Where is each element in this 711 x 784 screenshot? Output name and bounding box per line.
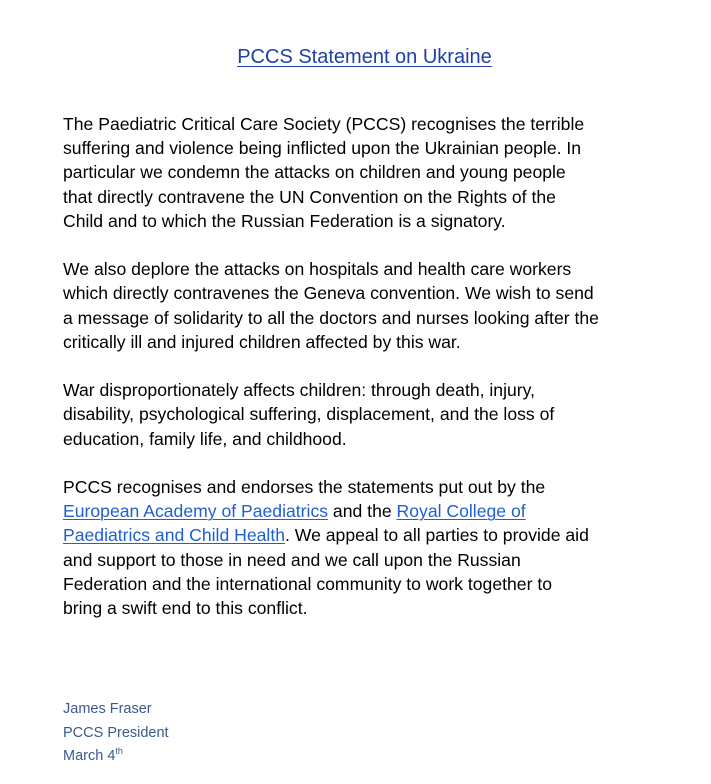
signatory-name: James Fraser [63,701,152,717]
link-royal-college-part1[interactable]: Royal College of [396,501,526,522]
and-the-text: and the [328,501,397,522]
paragraph-line: War disproportionately affects children: through death, injury, [63,380,536,401]
paragraph-line-with-link [63,523,673,547]
statement-body [63,112,673,620]
paragraph-line: critically ill and injured children affected by this war. [63,331,461,352]
paragraph-3 [63,378,673,451]
paragraph-line: that directly contravene the UN Convention on the Rights of the [63,186,556,207]
page-title: PCCS Statement on Ukraine [237,46,492,68]
link-european-academy-of-paediatrics[interactable]: European Academy of Paediatrics [63,501,329,522]
paragraph-line: PCCS recognises and endorses the statements put out by the [63,477,546,497]
paragraph-line: a message of solidarity to all the doctors and nurses looking after the [63,307,599,328]
paragraph-line: particular we condemn the attacks on children and young people [63,162,566,183]
paragraph-line: We also deplore the attacks on hospitals and health care workers [63,259,572,280]
date-text: March 4 [63,748,116,764]
paragraph-4 [63,475,673,620]
paragraph-line: The Paediatric Critical Care Society (PCCS) recognises the terrible [63,114,585,134]
paragraph-line: education, family life, and childhood. [63,428,347,449]
paragraph-line-with-links [63,499,673,523]
date-suffix: th [115,746,123,757]
paragraph-1 [63,112,673,233]
paragraph-line: bring a swift end to this conflict. [63,598,308,619]
paragraph-line: suffering and violence being inflicted upon the Ukrainian people. In [63,138,582,159]
signature-block [63,698,169,769]
paragraph-line: Federation and the international community to work together to [63,573,552,594]
paragraph-2 [63,257,673,354]
paragraph-line: which directly contravenes the Geneva convention. We wish to send [63,283,594,304]
paragraph-line: disability, psychological suffering, displacement, and the loss of [63,404,555,425]
paragraph-line-tail: . We appeal to all parties to provide aid [285,525,589,546]
paragraph-line: Child and to which the Russian Federation is a signatory. [63,210,506,231]
paragraph-line: and support to those in need and we call upon the Russian [63,549,521,570]
signature-date [63,745,169,769]
signatory-role: PCCS President [63,724,169,741]
link-royal-college-part2[interactable]: Paediatrics and Child Health [63,525,286,546]
